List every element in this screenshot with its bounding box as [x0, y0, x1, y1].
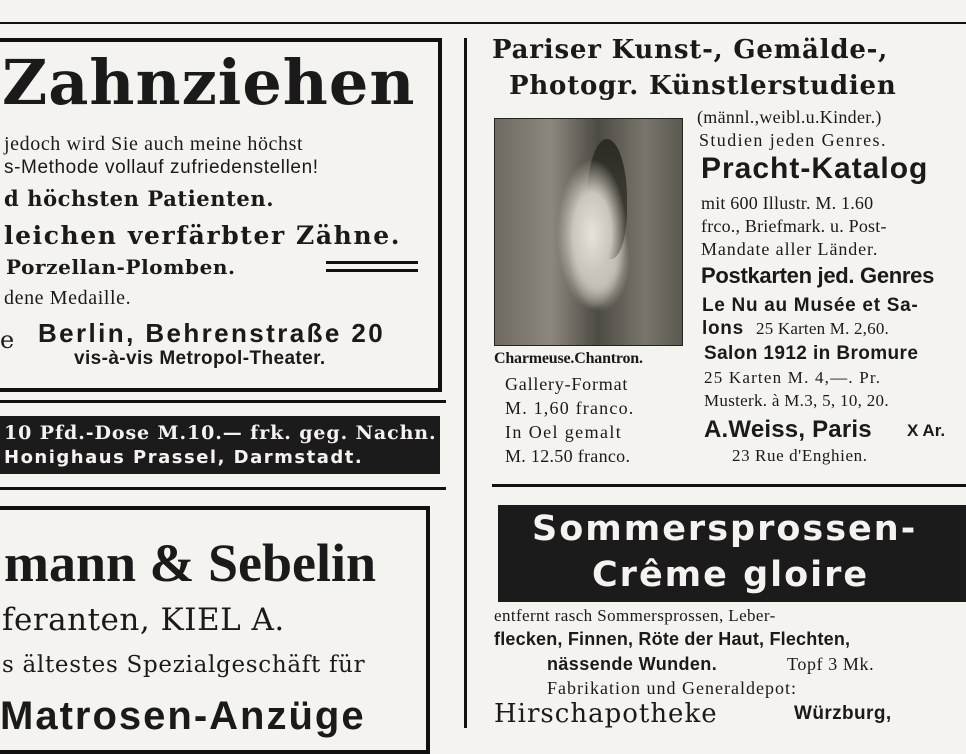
kunst-salon: Salon 1912 in Bromure	[704, 343, 919, 364]
zahn-e-fragment: e	[0, 326, 15, 354]
rule-right-mid	[492, 484, 966, 487]
sommer-l4: Fabrikation und Generaldepot:	[547, 678, 797, 698]
zahn-line-3: d höchsten Patienten.	[4, 186, 275, 211]
zahn-vis: vis-à-vis Metropol-Theater.	[74, 348, 326, 369]
kunst-katalog: Pracht-Katalog	[701, 152, 929, 185]
zahn-line-1: jedoch wird Sie auch meine höchst	[4, 133, 304, 155]
top-rule	[0, 22, 966, 24]
kunst-title-1: Pariser Kunst-, Gemälde-,	[492, 35, 889, 65]
sommer-l3b: Topf 3 Mk.	[787, 654, 875, 674]
honig-line-1: 10 Pfd.-Dose M.10.— frk. geg. Nachn.	[4, 422, 437, 444]
caption-c2: M. 1,60 franco.	[505, 398, 635, 418]
kunst-weiss: A.Weiss, Paris	[704, 416, 872, 443]
double-rule-top	[326, 261, 418, 264]
rule-below-honig	[0, 487, 446, 490]
caption-c4: M. 12.50 franco.	[505, 446, 631, 466]
kunst-weiss-x: X Ar.	[907, 421, 946, 440]
sommer-band-2: Crême gloire	[592, 555, 870, 595]
column-divider	[464, 38, 467, 728]
sommer-band-1: Sommersprossen-	[532, 509, 918, 549]
sommer-l1: entfernt rasch Sommersprossen, Leber-	[494, 606, 776, 625]
sommer-band	[498, 505, 966, 602]
kunst-r5: Mandate aller Länder.	[701, 239, 879, 259]
kunst-nu-2: lons	[702, 318, 744, 339]
figure-body	[557, 159, 627, 309]
sebelin-line-4: Matrosen-Anzüge	[0, 694, 366, 738]
sommer-l5: Hirschapotheke	[494, 699, 718, 729]
kunst-s2: Musterk. à M.3, 5, 10, 20.	[704, 391, 889, 410]
zahn-line-4: leichen verfärbter Zähne.	[4, 221, 402, 250]
zahnziehen-title: Zahnziehen	[2, 46, 416, 119]
double-rule-bottom	[326, 269, 418, 272]
kunst-r4: frco., Briefmark. u. Post-	[701, 216, 887, 236]
kunst-nu-1: Le Nu au Musée et Sa-	[702, 295, 919, 316]
honighaus-ad	[0, 416, 440, 474]
sebelin-name: mann & Sebelin	[4, 533, 377, 593]
sebelin-line-3: s ältestes Spezialgeschäft für	[2, 652, 366, 678]
sommer-l3: nässende Wunden.	[547, 654, 718, 674]
photo-caption: Charmeuse.Chantron.	[494, 350, 643, 367]
kunst-title-2: Photogr. Künstlerstudien	[509, 71, 897, 101]
sommer-l5b: Würzburg,	[794, 703, 892, 724]
caption-c3: In Oel gemalt	[505, 422, 623, 442]
kunst-s1: 25 Karten M. 4,—. Pr.	[704, 368, 882, 387]
kunst-nu-2b: 25 Karten M. 2,60.	[756, 319, 889, 338]
rule-above-honig	[0, 400, 446, 403]
kunst-addr: 23 Rue d'Enghien.	[732, 446, 868, 465]
kunst-r2: Studien jeden Genres.	[699, 130, 887, 150]
kunst-r3: mit 600 Illustr. M. 1.60	[701, 193, 874, 213]
zahn-line-6: dene Medaille.	[4, 287, 132, 309]
zahn-line-5: Porzellan-Plomben.	[6, 255, 236, 279]
kunst-postkarten: Postkarten jed. Genres	[701, 263, 935, 288]
honig-line-2: Honighaus Prassel, Darmstadt.	[4, 447, 364, 468]
zahn-line-2: s-Methode vollauf zufriedenstellen!	[4, 157, 319, 178]
zahn-city: Berlin, Behrenstraße 20	[38, 318, 386, 348]
caption-c1: Gallery-Format	[505, 374, 629, 394]
kunst-r1: (männl.,weibl.u.Kinder.)	[697, 107, 882, 127]
sommer-l2: flecken, Finnen, Röte der Haut, Flechten,	[494, 629, 851, 649]
charmeuse-image	[494, 118, 683, 346]
sebelin-line-2: feranten, KIEL A.	[2, 602, 285, 638]
